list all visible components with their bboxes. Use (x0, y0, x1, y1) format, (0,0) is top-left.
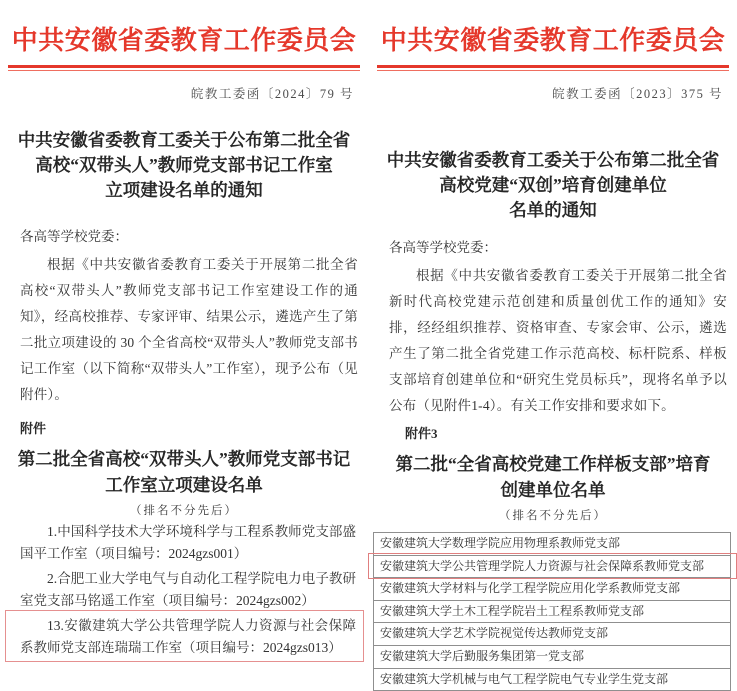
table-row: 安徽建筑大学材料与化学工程学院应用化学系教师党支部 (374, 578, 730, 601)
salutation: 各高等学校党委： (389, 240, 497, 255)
table-row: 安徽建筑大学土木工程学院岩土工程系教师党支部 (374, 601, 730, 624)
salutation: 各高等学校党委： (20, 229, 128, 244)
table-row-highlighted (374, 556, 730, 579)
body-paragraph: 根据《中共安徽省委教育工委关于开展第二批全省高校“双带头人”教师党支部书记工作室建设工作的通知》，经高校推荐、专家评审、结果公示，遴选产生了第二批立项建设的 30 个全省高校“双带头人”教师党支部书记工作室（以下简称“双带头人”工作室），现予公布（见附件）。 (20, 257, 358, 402)
red-divider-rule (8, 65, 360, 71)
notice-title-line: 中共安徽省委教育工委关于公布第二批全省 (17, 130, 351, 150)
ranking-note: （排名不分先后） (130, 505, 238, 517)
notice-title-line: 高校党建“双创”培育创建单位 (439, 175, 667, 195)
table-row: 安徽建筑大学机械与电气工程学院电气专业学生党支部 (380, 671, 669, 686)
list-item: 1.中国科学技术大学环境科学与工程系教师党支部盛国平工作室（项目编号：2024gzs001） (20, 524, 356, 561)
attachment-title (369, 451, 737, 503)
attachment-title-line: 第二批全省高校“双带头人”教师党支部书记 (17, 449, 351, 469)
notice-title-line: 名单的通知 (509, 200, 597, 220)
notice-title-line: 高校“双带头人”教师党支部书记工作室 (35, 155, 333, 175)
body-paragraph: 根据《中共安徽省委教育工委关于开展第二批全省新时代高校党建示范创建和质量创优工作的通知》安排，经经组织推荐、资格审查、专家会审、公示，遴选产生了第二批全省党建工作示范高校、标杆院系、样板支部培育创建单位和“研究生党员标兵”，现将名单予以公布（见附件1-4）。有关工作安排和要求如下。 (389, 268, 727, 413)
table-row: 安徽建筑大学数理学院应用物理系教师党支部 (374, 533, 730, 556)
table-row: 安徽建筑大学艺术学院视觉传达教师党支部 (374, 623, 730, 646)
attachment-title-line: 第二批“全省高校党建工作样板支部”培育 (395, 454, 711, 474)
document-left (0, 0, 368, 655)
unit-list-table (373, 532, 731, 691)
table-row: 安徽建筑大学后勤服务集团第一党支部 (374, 646, 730, 669)
list-item: 2.合肥工业大学电气与自动化工程学院电力电子教研室党支部马铭遥工作室（项目编号：2024gzs002） (20, 571, 356, 608)
ranking-note: （排名不分先后） (499, 510, 607, 522)
list-item-highlighted (20, 615, 356, 659)
document-right (369, 0, 737, 686)
document-number: 皖教工委函〔2023〕375 号 (552, 87, 723, 101)
notice-title (0, 128, 368, 203)
notice-title (369, 148, 737, 223)
list-item-text: 13.安徽建筑大学公共管理学院人力资源与社会保障系教师党支部连瑞瑞工作室（项目编号：2024gzs013） (20, 618, 356, 655)
attachment-title-line: 创建单位名单 (500, 480, 606, 500)
document-number: 皖教工委函〔2024〕79 号 (190, 87, 354, 101)
attachment-title (0, 446, 368, 498)
red-divider-rule (377, 65, 729, 71)
issuer-header: 中共安徽省委教育工作委员会 (11, 26, 357, 55)
notice-title-line: 中共安徽省委教育工委关于公布第二批全省 (386, 150, 720, 170)
table-row-text: 安徽建筑大学公共管理学院人力资源与社会保障系教师党支部 (380, 558, 705, 573)
attachment-label: 附件3 (405, 426, 438, 441)
attachment-label: 附件 (20, 421, 47, 436)
issuer-header: 中共安徽省委教育工作委员会 (380, 26, 726, 55)
notice-title-line: 立项建设名单的通知 (105, 180, 263, 200)
attachment-title-line: 工作室立项建设名单 (105, 475, 263, 495)
